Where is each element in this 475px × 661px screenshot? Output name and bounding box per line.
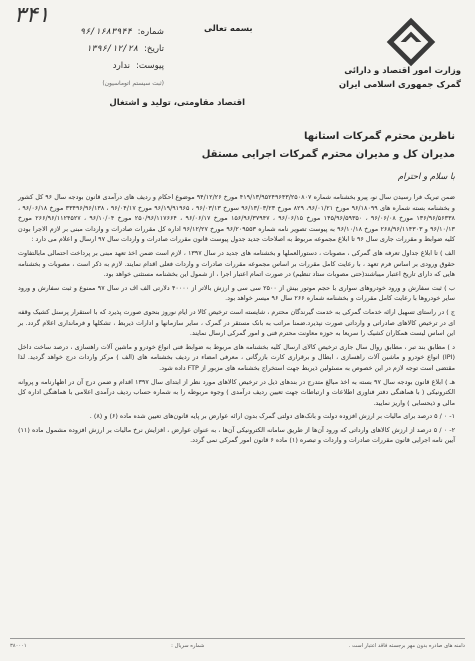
system-note: (ثبت سیستم اتوماسیون) [102, 80, 164, 87]
ministry-line-1: وزارت امور اقتصاد و دارائی [344, 66, 461, 76]
attachment-value: ندارد [112, 61, 131, 71]
attachment-row [14, 58, 164, 75]
footer-code: ۳۸۰۰۰۱ [10, 643, 27, 649]
body-paragraph: ۱- ۰ / ۵ درصد برای مالیات بر ارزش افزوده دولت و بانک‌های دولتی گمرک بدون ارائه عوارض بر پایه قانون‌های تعیین شده ماده (۶) و (۸) . [89, 412, 455, 421]
ministry-name [339, 64, 461, 92]
body-paragraph: ۲- ۰ / ۵ درصد از ارزش کالاهای وارداتی که ورود آن‌ها از طریق سامانه الکترونیکی آن‌ها ، به عنوان عوارض ، افزایش نرخ مالیات بر ارزش افزوده مشمول ماده (۱۱) آیین نامه اجرایی قانون مقررات صادرات و واردات و تبصره (۱) ماده ۶ قانون امور گمرکی نمی گردد. [18, 425, 455, 445]
date-row [14, 41, 164, 58]
body-paragraph: الف ) تا ابلاغ جداول تعرفه های گمرکی ، مصوبات ، دستورالعملها و بخشنامه های جدید در سال ۱۳۹۷ ، لازم است ضمن اخذ تعهد مبنی بر پرداخت احتمالی مابالتفاوت حقوق ورودی بر اساس فرم تعهد ، با رعایت کامل مقررات بر اساس مجموعه مقررات صادرات و واردات فعلی اقدام نمایند. لازم به ذکر است ، مصوبات و بخشنامه هایی که دارای تاریخ اعتبار میباشند(حتی مصوبات ستاد تنظیم) در صورت اتمام اعتبار اجرا ، از شمول این بخشنامه مستثنی خواهد بود. [18, 248, 455, 279]
body-paragraph: ب ) ثبت سفارش و ورود خودروهای سواری با حجم موتور بیش از ۲۵۰۰ سی سی و ارزش بالاتر از ۴۰۰۰۰ دلارتی الف اف در سال ۹۷ ممنوع و ثبت سفارش و ورود سایر خودروها با رعایت کامل مقررات و بخشنامه شماره ۲۶۶ سال ۹۶ میسر خواهد بود. [18, 283, 455, 303]
body-paragraph: هـ ) ابلاغ قانون بودجه سال ۹۷ بسته به اخذ مبالغ متدرج در بندهای ذیل در ترخیص کالاهای مورد نظر از ابتدای سال ۱۳۹۷ اقدام و ضمن درج آن در اظهارنامه و پروانه الکترونیکی ( با هماهنگی دفتر فناوری اطلاعات و ارتباطات جهت تعیین ردیف درآمدی ) وجوه مربوطه را به شماره حساب ردیف درآمدی اعلامی با هماهنگی اداره کل مالی و ذیحسابی ) واریز نمایید. [18, 377, 455, 407]
bismillah-heading: بسمه تعالی [204, 24, 253, 34]
footer-serial-label: شماره سریال : [171, 643, 205, 649]
ministry-line-2: گمرک جمهوری اسلامی ایران [338, 80, 461, 90]
number-label: شماره: [137, 27, 164, 37]
letter-meta [14, 24, 164, 92]
letter-body [18, 192, 455, 449]
handwritten-stamp-number: ۳۴۱ [14, 3, 50, 28]
addressee-line-2: مدیران کل و مدیران محترم گمرکات اجرایی مستقل [201, 149, 455, 160]
addressee-line-1: ناظرین محترم گمرکات استانها [304, 131, 455, 142]
body-paragraph: د ) مطابق بند تبر ، مطابق روال سال جاری ترخیص کالای ارسال کلیه بخشنامه های مربوط به ضوابط فنی انواع خودرو و ماشین آلات راهسازی ، درصد ساخت داخل (IPI) انواع خودرو و ماشین آلات راهسازی ، ابطال و برقراری کارت بازرگانی ، معرفی امضاء در ردیف بخشنامه های (الف ) مرکز واردات درج خواهد گردید. لذا مقتضی است توجه لازم در این خصوص به مسئولین ذیربط جهت استخراج بخشنامه های مزبور از FTP داده شود. [18, 342, 455, 372]
date-label: تاریخ: [144, 44, 164, 54]
number-row [14, 24, 164, 41]
date-value: ۱۳۹۶/۱۲/۲۸ [86, 44, 138, 54]
greeting: با سلام و احترام [397, 172, 455, 182]
number-value: ۹۶/۱۶۸۳۹۴۴ [79, 27, 132, 37]
footer-disclaimer: دامنه های صادره بدون مهر برجسته فاقد اعتبار است . [348, 643, 465, 649]
body-paragraph: ج ) در راستای تسهیل ارائه خدمات گمرکی به خدمت گیرندگان محترم ، شایسته است ترخیص کالا در ایام نوروز بنحوی صورت پذیرد که با استقرار پرسنل کشیک وقفه ای در ترخیص کالاهای صادراتی و وارداتی صورت نپذیرد.ضمنا مراتب به بانک مستقر در گمرک ، سایر سازمانها و ادارات ذیربط ، تشکلها و فرمانداری اعلام گردد. بر این اساس لیست همکاران کشیک را سریعا به حوزه معاونت محترم فنی و امور گمرکی ارسال نمایند. [18, 307, 455, 338]
addressee-block [202, 128, 455, 164]
customs-logo-icon [385, 16, 437, 68]
page-footer [10, 638, 465, 649]
attachment-label: پیوست: [136, 61, 164, 71]
year-slogan: اقتصاد مقاومتی، تولید و اشتغال [109, 98, 245, 108]
body-paragraph: ضمن تبریک فرا رسیدن سال نو، پیرو بخشنامه شماره ۴۱۹/۱۳/۹۵۲۴۹۶۴۳/۲۵۰۸۰۷ مورخ ۹۴/۱۲/۲۶ موضوع احکام و ردیف های درآمدی قانون بودجه سال ۹۶ کل کشور و بخشنامه بسته شماره های ۹۶/۱۸۰۹۹ مورخ ۹۶/۰۱/۲۱، ۸۲۹ مورخ ۹۶/۱۳/۰۳/۲۳ سورخ ۹۶/۰۳/۱۳ ، ۹۶/۱۹/۹۱۹۶۵ مورخ ۹۶/۰۴/۱۷ ، ۳۳۴۹۶/۹۶/۱۳۸ مورخ ۹۶/۰۶/۱۸ ، ۱۳۶/۹۶/۵۶۳۳۸ مورخ ۹۶/۰۶/۰۸ ، ۱۴۵/۹۶/۵۹۳۵۰ مورخ ۹۶/۰۶/۱۵ ، ۱۵۶/۹۶/۳۷۹۴۷ مورخ ۹۶/۰۶/۱۷ ، ۲۵۰/۹۶/۱۱۷۶۶۴ مورخ ۹۶/۱۰/۰۴ ، ۲۶۶/۹۶/۱۱۲۴۵۲۷ مورخ ۹۶/۱۰/۱۳ و ۲۶۸/۹۶/۱۱۴۳۰۳ مورخ ۹۶/۱۰/۱۸ به پیوست تصویر نامه شماره ۹۶/۲۰۹۵۵۳ مورخ ۹۶/۱۲/۲۷ اداره کل مقررات صادرات و واردات مبنی بر لازم الاجرا بودن کلیه ضوابط و مقررات جاری سال ۹۶ تا ابلاغ مجموعه مربوط به اصلاحات جدید جدول پیوست قانون مقررات صادرات و واردات سال ۹۷ ارسال و اعلام می دارد : [18, 193, 456, 244]
